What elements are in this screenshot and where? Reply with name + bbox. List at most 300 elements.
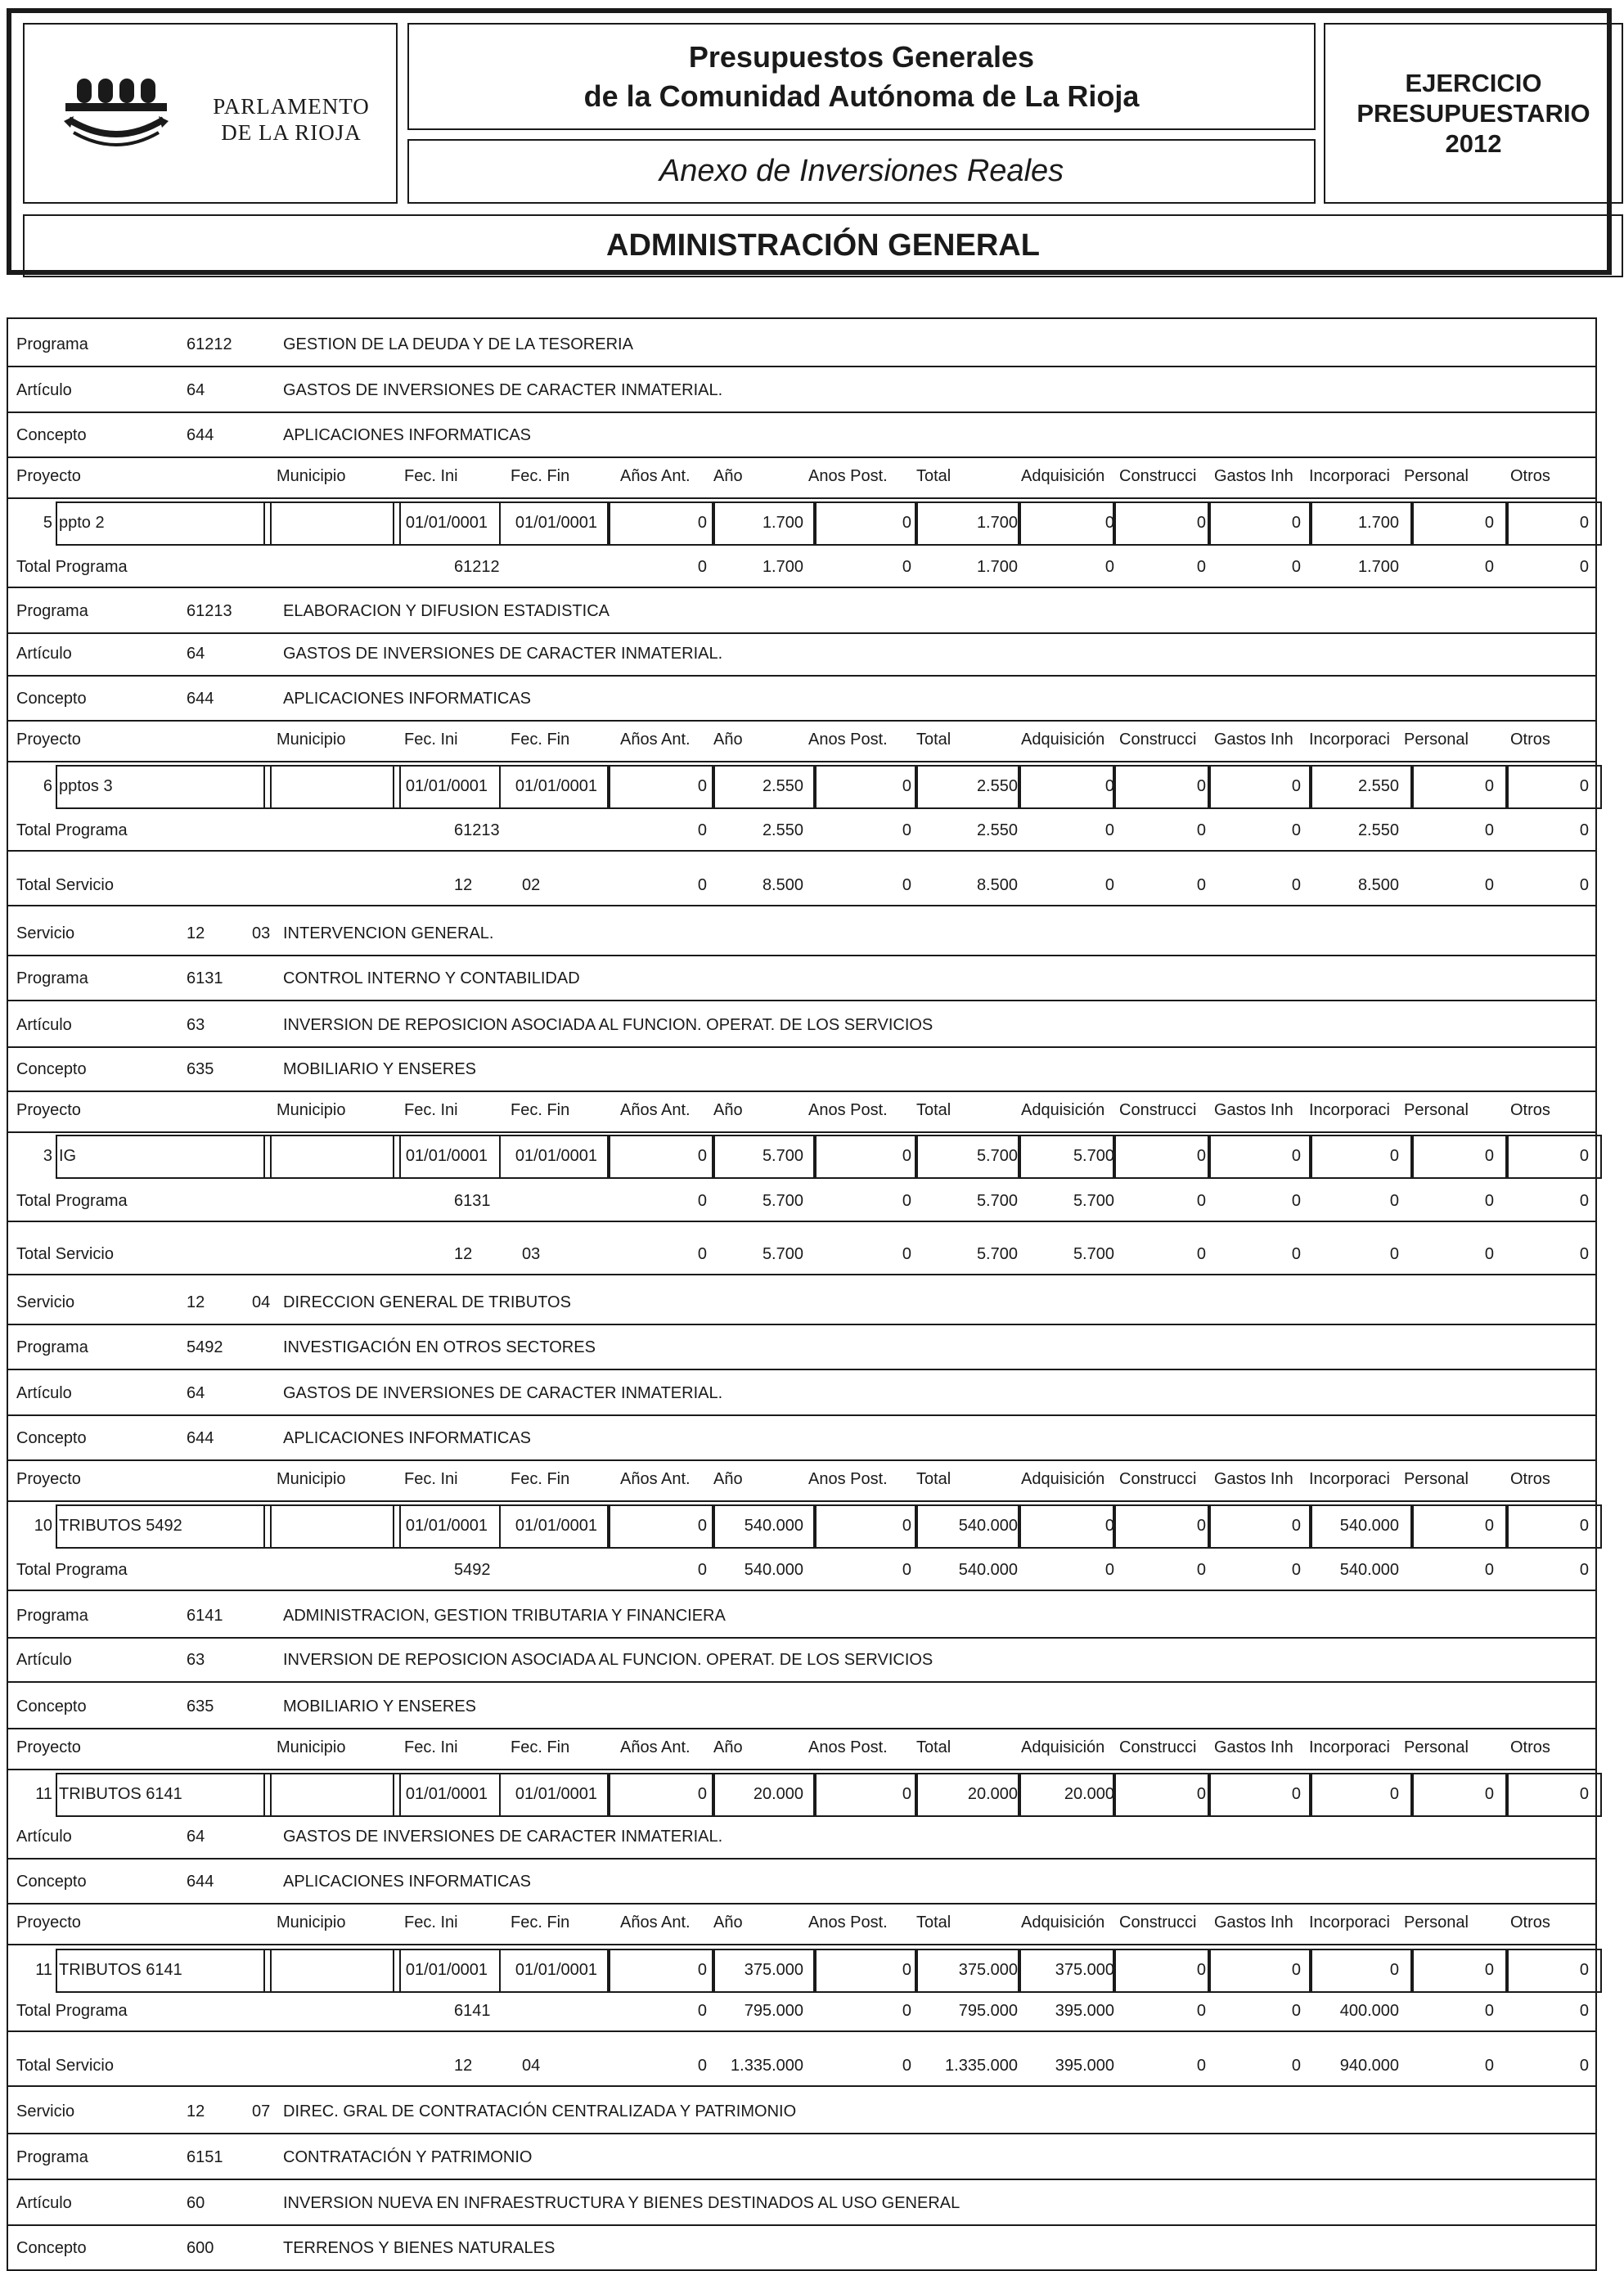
total-amount: 0	[1484, 1561, 1494, 1579]
column-header: Fec. Fin	[511, 1470, 570, 1488]
column-header: Incorporaci	[1309, 1738, 1390, 1756]
row-code: 64	[187, 381, 205, 399]
row-description: APLICACIONES INFORMATICAS	[283, 1429, 532, 1447]
amount-cell: 0	[697, 514, 707, 532]
row-label: Concepto	[16, 1873, 87, 1891]
column-header: Años Ant.	[620, 1738, 691, 1756]
total-amount: 8.500	[762, 876, 803, 894]
column-header: Anos Post.	[808, 1913, 888, 1931]
parliament-name	[193, 93, 389, 146]
column-header: Personal	[1404, 1470, 1469, 1488]
row-code: 644	[187, 426, 214, 444]
column-header: Gastos Inh	[1214, 1470, 1293, 1488]
total-amount: 0	[1196, 876, 1206, 894]
amount-cell: 20.000	[967, 1785, 1018, 1803]
data-row	[8, 765, 1597, 809]
row-label: Artículo	[16, 1828, 72, 1846]
column-header: Incorporaci	[1309, 1470, 1390, 1488]
total-amount: 0	[1196, 2057, 1206, 2075]
total-amount: 0	[1291, 1245, 1301, 1263]
column-header: Proyecto	[16, 467, 81, 485]
row-label: Artículo	[16, 1016, 72, 1034]
row-description: GASTOS DE INVERSIONES DE CARACTER INMATERIAL.	[283, 381, 723, 399]
amount-cell: 2.550	[762, 777, 803, 795]
column-header: Incorporaci	[1309, 467, 1390, 485]
column-header: Personal	[1404, 1101, 1469, 1119]
total-amount: 0	[697, 1245, 707, 1263]
label-row	[8, 959, 1597, 1001]
row-description: ADMINISTRACION, GESTION TRIBUTARIA Y FINANCIERA	[283, 1607, 726, 1625]
total-amount: 0	[1579, 558, 1589, 576]
row-code2: 04	[252, 1293, 271, 1311]
total-amount: 2.550	[762, 821, 803, 839]
total-amount: 0	[1291, 821, 1301, 839]
column-header: Año	[713, 1101, 743, 1119]
label-row	[8, 1374, 1597, 1416]
row-description: APLICACIONES INFORMATICAS	[283, 1873, 532, 1891]
column-header: Año	[713, 1470, 743, 1488]
amount-cell: 5.700	[976, 1147, 1018, 1165]
amount-cell: 0	[1484, 777, 1494, 795]
row-code: 635	[187, 1698, 214, 1716]
total-row	[8, 549, 1597, 588]
label-row	[8, 634, 1597, 677]
row-description: TERRENOS Y BIENES NATURALES	[283, 2239, 556, 2257]
label-row	[8, 1005, 1597, 1048]
row-description: ELABORACION Y DIFUSION ESTADISTICA	[283, 602, 610, 620]
total-amount: 0	[697, 2002, 707, 2020]
column-header: Proyecto	[16, 1913, 81, 1931]
total-amount: 0	[697, 1561, 707, 1579]
amount-cell: 0	[1389, 1961, 1399, 1979]
column-header: Fec. Ini	[404, 1738, 458, 1756]
total-row	[8, 1552, 1597, 1591]
total-code: 61213	[454, 821, 500, 839]
total-label: Total Programa	[16, 821, 128, 839]
amount-cell: 375.000	[1055, 1961, 1114, 1979]
total-amount: 0	[1291, 876, 1301, 894]
total-amount: 5.700	[762, 1192, 803, 1210]
row-label: Programa	[16, 335, 88, 353]
amount-cell: 0	[1484, 1785, 1494, 1803]
amount-cell: 0	[697, 1147, 707, 1165]
total-amount: 0	[1291, 558, 1301, 576]
amount-cell: 0	[1291, 777, 1301, 795]
total-amount: 0	[1104, 821, 1114, 839]
amount-cell: 0	[1579, 1961, 1589, 1979]
column-header: Total	[916, 1470, 951, 1488]
total-amount: 1.335.000	[945, 2057, 1018, 2075]
row-label: Artículo	[16, 2194, 72, 2212]
label-row	[8, 1640, 1597, 1683]
project-number: 6	[43, 777, 52, 795]
column-header: Fec. Ini	[404, 1913, 458, 1931]
row-label: Concepto	[16, 426, 87, 444]
column-header: Anos Post.	[808, 1470, 888, 1488]
column-header: Total	[916, 1738, 951, 1756]
project-number: 5	[43, 514, 52, 532]
row-code: 6131	[187, 969, 223, 987]
column-header: Años Ant.	[620, 1913, 691, 1931]
column-header: Años Ant.	[620, 467, 691, 485]
total-amount: 0	[902, 1245, 911, 1263]
total-amount: 0	[1291, 1561, 1301, 1579]
amount-cell: 0	[1389, 1147, 1399, 1165]
total-code: 12	[454, 1245, 473, 1263]
total-label: Total Servicio	[16, 876, 114, 894]
total-amount: 540.000	[958, 1561, 1018, 1579]
total-amount: 795.000	[958, 2002, 1018, 2020]
amount-cell: 0	[1196, 1517, 1206, 1535]
column-header: Adquisición	[1021, 731, 1105, 749]
fecha-inicio: 01/01/0001	[405, 1147, 488, 1165]
project-name: pptos 3	[59, 777, 113, 795]
row-label: Programa	[16, 1607, 88, 1625]
label-row	[8, 1687, 1597, 1729]
column-header: Fec. Fin	[511, 1738, 570, 1756]
total-amount: 5.700	[976, 1245, 1018, 1263]
total-amount: 0	[1291, 1192, 1301, 1210]
row-description: INVESTIGACIÓN EN OTROS SECTORES	[283, 1338, 596, 1356]
column-header: Construcci	[1119, 1913, 1197, 1931]
row-label: Programa	[16, 2148, 88, 2166]
total-amount: 0	[1196, 1245, 1206, 1263]
column-header: Personal	[1404, 731, 1469, 749]
amount-cell: 0	[1291, 514, 1301, 532]
total-amount: 0	[1196, 821, 1206, 839]
document-title	[407, 23, 1316, 130]
total-amount: 5.700	[762, 1245, 803, 1263]
total-amount: 0	[1389, 1192, 1399, 1210]
data-row	[8, 501, 1597, 546]
column-header: Proyecto	[16, 731, 81, 749]
column-header: Otros	[1510, 731, 1550, 749]
ejercicio-box	[1324, 23, 1623, 204]
total-amount: 395.000	[1055, 2057, 1114, 2075]
total-amount: 1.700	[762, 558, 803, 576]
column-header: Adquisición	[1021, 1738, 1105, 1756]
amount-cell: 0	[697, 1961, 707, 1979]
row-code: 60	[187, 2194, 205, 2212]
column-header: Construcci	[1119, 1101, 1197, 1119]
amount-cell: 5.700	[762, 1147, 803, 1165]
row-label: Servicio	[16, 2102, 75, 2120]
total-amount: 0	[1196, 558, 1206, 576]
row-code: 63	[187, 1651, 205, 1669]
parliament-name-line1: PARLAMENTO	[213, 94, 370, 119]
parliament-name-line2: DE LA RIOJA	[221, 120, 362, 145]
column-header: Anos Post.	[808, 731, 888, 749]
column-header: Total	[916, 1913, 951, 1931]
total-amount: 0	[1389, 1245, 1399, 1263]
column-header: Proyecto	[16, 1738, 81, 1756]
label-row	[8, 679, 1597, 722]
total-amount: 0	[1579, 821, 1589, 839]
column-header: Fec. Ini	[404, 467, 458, 485]
row-code: 12	[187, 2102, 205, 2120]
column-header-row	[8, 720, 1597, 762]
row-description: CONTROL INTERNO Y CONTABILIDAD	[283, 969, 580, 987]
cell-border	[263, 765, 401, 809]
column-header: Años Ant.	[620, 1101, 691, 1119]
column-header: Año	[713, 731, 743, 749]
total-code2: 03	[522, 1245, 541, 1263]
label-row	[8, 1596, 1597, 1639]
row-code: 644	[187, 690, 214, 708]
project-name: TRIBUTOS 6141	[59, 1785, 182, 1803]
column-header: Otros	[1510, 1913, 1550, 1931]
fecha-inicio: 01/01/0001	[405, 777, 488, 795]
column-header: Construcci	[1119, 1738, 1197, 1756]
row-label: Concepto	[16, 2239, 87, 2257]
label-row	[8, 416, 1597, 458]
logo-box	[23, 23, 398, 204]
column-header: Año	[713, 1913, 743, 1931]
amount-cell: 1.700	[1357, 514, 1399, 532]
row-description: GASTOS DE INVERSIONES DE CARACTER INMATERIAL.	[283, 1828, 723, 1846]
row-description: CONTRATACIÓN Y PATRIMONIO	[283, 2148, 533, 2166]
total-amount: 0	[1484, 876, 1494, 894]
label-row	[8, 371, 1597, 413]
column-header: Proyecto	[16, 1470, 81, 1488]
column-header: Fec. Ini	[404, 1470, 458, 1488]
total-amount: 0	[902, 1192, 911, 1210]
label-row	[8, 591, 1597, 634]
amount-cell: 0	[1579, 514, 1589, 532]
total-amount: 0	[1579, 1245, 1589, 1263]
row-code2: 03	[252, 924, 271, 942]
project-number: 3	[43, 1147, 52, 1165]
row-description: DIREC. GRAL DE CONTRATACIÓN CENTRALIZADA Y PATRIMONIO	[283, 2102, 797, 2120]
label-row	[8, 1862, 1597, 1904]
amount-cell: 0	[902, 514, 911, 532]
total-amount: 5.700	[976, 1192, 1018, 1210]
column-header: Proyecto	[16, 1101, 81, 1119]
total-row	[8, 1993, 1597, 2032]
column-header: Adquisición	[1021, 1470, 1105, 1488]
amount-cell: 0	[1484, 1147, 1494, 1165]
amount-cell: 0	[1579, 1147, 1589, 1165]
column-header-row	[8, 1459, 1597, 1502]
cell-border	[56, 1135, 272, 1179]
column-header: Municipio	[277, 1738, 346, 1756]
data-row	[8, 1504, 1597, 1549]
row-label: Artículo	[16, 645, 72, 663]
total-label: Total Servicio	[16, 2057, 114, 2075]
column-header: Año	[713, 1738, 743, 1756]
total-row	[8, 812, 1597, 852]
total-amount: 1.700	[976, 558, 1018, 576]
total-amount: 0	[1579, 1561, 1589, 1579]
column-header: Fec. Fin	[511, 467, 570, 485]
column-header: Fec. Fin	[511, 731, 570, 749]
row-code: 600	[187, 2239, 214, 2257]
column-header: Municipio	[277, 467, 346, 485]
label-row	[8, 1050, 1597, 1092]
fecha-fin: 01/01/0001	[515, 1147, 597, 1165]
total-amount: 0	[1104, 876, 1114, 894]
amount-cell: 0	[1104, 1517, 1114, 1535]
label-row	[8, 1283, 1597, 1325]
row-description: MOBILIARIO Y ENSERES	[283, 1698, 477, 1716]
column-header: Gastos Inh	[1214, 1913, 1293, 1931]
row-label: Concepto	[16, 1698, 87, 1716]
amount-cell: 0	[697, 777, 707, 795]
column-header: Incorporaci	[1309, 1101, 1390, 1119]
total-amount: 0	[902, 558, 911, 576]
amount-cell: 0	[1291, 1961, 1301, 1979]
total-amount: 540.000	[1339, 1561, 1399, 1579]
column-header: Construcci	[1119, 467, 1197, 485]
total-row	[8, 2048, 1597, 2087]
row-code: 63	[187, 1016, 205, 1034]
total-amount: 795.000	[744, 2002, 803, 2020]
column-header: Total	[916, 731, 951, 749]
column-header: Otros	[1510, 467, 1550, 485]
column-header: Gastos Inh	[1214, 467, 1293, 485]
cell-border	[263, 501, 401, 546]
total-amount: 0	[1579, 876, 1589, 894]
column-header: Fec. Fin	[511, 1101, 570, 1119]
fecha-fin: 01/01/0001	[515, 514, 597, 532]
label-row	[8, 1817, 1597, 1860]
amount-cell: 0	[1196, 1147, 1206, 1165]
row-label: Servicio	[16, 924, 75, 942]
amount-cell: 0	[902, 777, 911, 795]
row-label: Concepto	[16, 1429, 87, 1447]
total-amount: 0	[1484, 558, 1494, 576]
total-label: Total Programa	[16, 1192, 128, 1210]
amount-cell: 0	[902, 1517, 911, 1535]
amount-cell: 20.000	[753, 1785, 803, 1803]
row-code: 64	[187, 1384, 205, 1402]
amount-cell: 0	[902, 1785, 911, 1803]
column-header-row	[8, 456, 1597, 499]
project-name: TRIBUTOS 5492	[59, 1517, 182, 1535]
total-amount: 0	[902, 1561, 911, 1579]
title-line2: de la Comunidad Autónoma de La Rioja	[583, 79, 1140, 113]
amount-cell: 0	[697, 1785, 707, 1803]
amount-cell: 0	[1579, 1517, 1589, 1535]
total-amount: 540.000	[744, 1561, 803, 1579]
label-row	[8, 914, 1597, 956]
row-label: Programa	[16, 969, 88, 987]
column-header: Fec. Fin	[511, 1913, 570, 1931]
column-header: Adquisición	[1021, 1101, 1105, 1119]
fecha-fin: 01/01/0001	[515, 1961, 597, 1979]
amount-cell: 375.000	[958, 1961, 1018, 1979]
row-description: DIRECCION GENERAL DE TRIBUTOS	[283, 1293, 571, 1311]
amount-cell: 0	[1196, 777, 1206, 795]
column-header: Otros	[1510, 1101, 1550, 1119]
column-header: Total	[916, 1101, 951, 1119]
column-header: Gastos Inh	[1214, 1738, 1293, 1756]
total-row	[8, 1183, 1597, 1222]
total-label: Total Programa	[16, 558, 128, 576]
row-code: 61212	[187, 335, 232, 353]
row-label: Programa	[16, 1338, 88, 1356]
row-code: 644	[187, 1873, 214, 1891]
column-header: Incorporaci	[1309, 731, 1390, 749]
total-amount: 0	[902, 876, 911, 894]
project-name: TRIBUTOS 6141	[59, 1961, 182, 1979]
total-code: 61212	[454, 558, 500, 576]
amount-cell: 540.000	[744, 1517, 803, 1535]
total-code2: 04	[522, 2057, 541, 2075]
total-amount: 5.700	[1073, 1192, 1114, 1210]
total-amount: 0	[902, 821, 911, 839]
amount-cell: 0	[1291, 1147, 1301, 1165]
amount-cell: 2.550	[976, 777, 1018, 795]
project-number: 11	[35, 1961, 52, 1979]
label-row	[8, 2092, 1597, 2134]
total-amount: 0	[697, 558, 707, 576]
total-amount: 0	[697, 876, 707, 894]
label-row	[8, 325, 1597, 367]
total-amount: 395.000	[1055, 2002, 1114, 2020]
parliament-logo-icon	[62, 70, 185, 160]
project-number: 11	[35, 1785, 52, 1803]
total-amount: 0	[1484, 1245, 1494, 1263]
column-header: Personal	[1404, 1738, 1469, 1756]
section-title: ADMINISTRACIÓN GENERAL	[23, 214, 1623, 277]
column-header: Años Ant.	[620, 731, 691, 749]
total-amount: 0	[1196, 1192, 1206, 1210]
total-amount: 0	[1484, 2002, 1494, 2020]
column-header-row	[8, 1091, 1597, 1133]
column-header: Gastos Inh	[1214, 731, 1293, 749]
column-header: Construcci	[1119, 1470, 1197, 1488]
total-row	[8, 867, 1597, 906]
amount-cell: 0	[1291, 1517, 1301, 1535]
total-amount: 0	[1291, 2057, 1301, 2075]
total-code: 5492	[454, 1561, 491, 1579]
row-code: 5492	[187, 1338, 223, 1356]
row-code: 644	[187, 1429, 214, 1447]
row-description: INVERSION DE REPOSICION ASOCIADA AL FUNCION. OPERAT. DE LOS SERVICIOS	[283, 1016, 933, 1034]
row-code: 12	[187, 924, 205, 942]
label-row	[8, 2228, 1597, 2271]
column-header: Personal	[1404, 1913, 1469, 1931]
total-amount: 0	[1579, 2057, 1589, 2075]
amount-cell: 1.700	[976, 514, 1018, 532]
project-name: IG	[59, 1147, 77, 1165]
ejercicio-label: EJERCICIO	[1405, 69, 1542, 97]
total-amount: 940.000	[1339, 2057, 1399, 2075]
row-label: Artículo	[16, 1651, 72, 1669]
total-code: 6131	[454, 1192, 491, 1210]
amount-cell: 540.000	[958, 1517, 1018, 1535]
amount-cell: 5.700	[1073, 1147, 1114, 1165]
total-amount: 0	[697, 1192, 707, 1210]
row-label: Concepto	[16, 690, 87, 708]
column-header: Anos Post.	[808, 1738, 888, 1756]
total-amount: 0	[1196, 2002, 1206, 2020]
amount-cell: 0	[1484, 514, 1494, 532]
column-header-row	[8, 1728, 1597, 1770]
amount-cell: 20.000	[1064, 1785, 1114, 1803]
title-line1: Presupuestos Generales	[688, 39, 1035, 74]
row-label: Servicio	[16, 1293, 75, 1311]
row-description: MOBILIARIO Y ENSERES	[283, 1060, 477, 1078]
total-amount: 0	[902, 2057, 911, 2075]
total-code: 12	[454, 876, 473, 894]
data-row	[8, 1949, 1597, 1993]
total-amount: 1.700	[1357, 558, 1399, 576]
total-amount: 2.550	[1357, 821, 1399, 839]
amount-cell: 0	[1196, 1785, 1206, 1803]
column-header: Municipio	[277, 731, 346, 749]
